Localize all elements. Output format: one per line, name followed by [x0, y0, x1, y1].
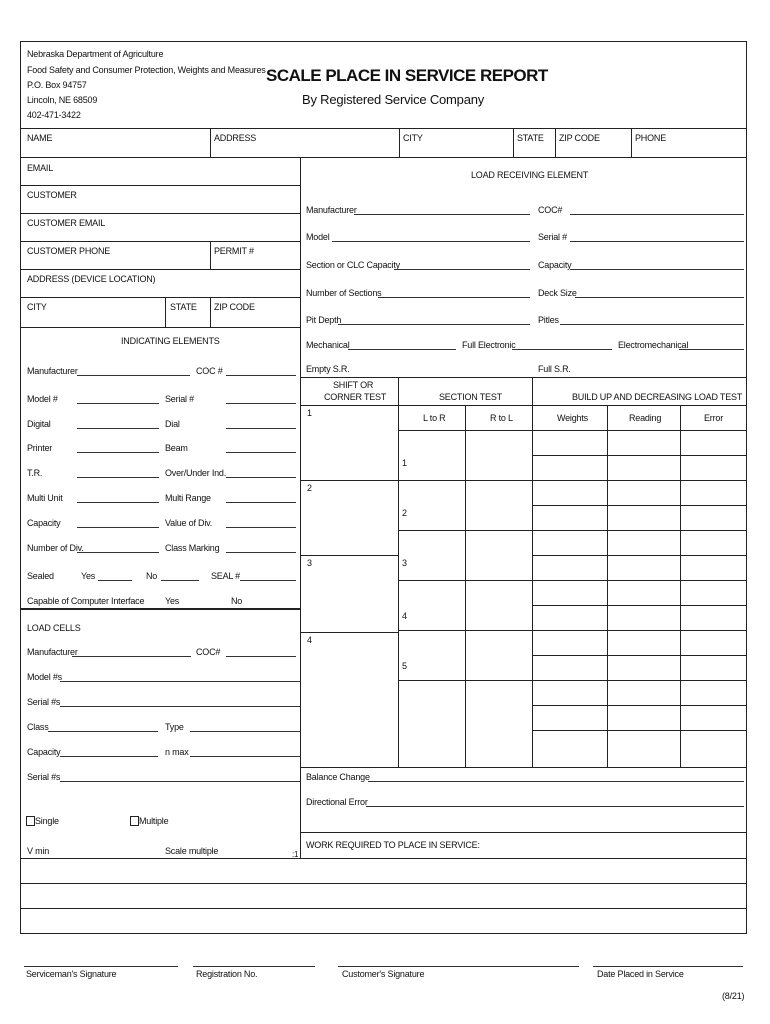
ind-capacity-input[interactable] — [77, 527, 159, 528]
error-heading: Error — [704, 413, 723, 423]
lre-serial-input[interactable] — [570, 241, 744, 242]
vmin-label: V min — [27, 846, 50, 856]
lre-electromechanical-label: Electromechanical — [618, 340, 689, 350]
email-field[interactable]: EMAIL — [27, 163, 54, 173]
ind-manufacturer-label: Manufacturer — [27, 366, 78, 376]
section-row-4: 4 — [402, 611, 407, 621]
lre-pitles-input[interactable] — [560, 324, 744, 325]
work-line-3[interactable] — [20, 908, 746, 909]
ind-sealed-label: Sealed — [27, 571, 54, 581]
ind-beam-input[interactable] — [226, 452, 296, 453]
lre-serial-label: Serial # — [538, 232, 567, 242]
agency-line-5: 402-471-3422 — [27, 110, 81, 120]
customer-field[interactable]: CUSTOMER — [27, 190, 77, 200]
lc-nmax-label: n max — [165, 747, 189, 757]
lc-serials2-input[interactable] — [60, 781, 300, 782]
ind-value-div-label: Value of Div. — [165, 518, 213, 528]
ind-serial-label: Serial # — [165, 394, 194, 404]
shift-row-2: 2 — [307, 483, 312, 493]
ind-model-input[interactable] — [77, 403, 159, 404]
scale-multiple-ratio: :1 — [292, 850, 299, 859]
ind-sealed-no-input[interactable] — [161, 580, 199, 581]
ind-class-marking-label: Class Marking — [165, 543, 220, 553]
lc-serials-input[interactable] — [60, 706, 300, 707]
agency-line-4: Lincoln, NE 68509 — [27, 95, 98, 105]
customer-signature-line[interactable] — [338, 966, 579, 967]
lre-empty-sr-label: Empty S.R. — [306, 364, 350, 374]
date-placed-line[interactable] — [593, 966, 743, 967]
state-field[interactable]: STATE — [517, 133, 544, 143]
lre-num-sections-label: Number of Sections — [306, 288, 382, 298]
ind-dial-input[interactable] — [226, 428, 296, 429]
ind-digital-input[interactable] — [77, 428, 159, 429]
lc-manufacturer-label: Manufacturer — [27, 647, 78, 657]
lre-full-sr-label: Full S.R. — [538, 364, 571, 374]
customer-state-field[interactable]: STATE — [170, 302, 197, 312]
ind-seal-number-input[interactable] — [240, 580, 296, 581]
serviceman-signature-line[interactable] — [24, 966, 178, 967]
lc-class-input[interactable] — [48, 731, 158, 732]
agency-line-3: P.O. Box 94757 — [27, 80, 87, 90]
ind-sealed-yes-label: Yes — [81, 571, 96, 581]
lre-electromechanical-input[interactable] — [679, 349, 744, 350]
rtol-heading: R to L — [490, 413, 513, 423]
directional-error-label: Directional Error — [306, 797, 368, 807]
lc-manufacturer-input[interactable] — [72, 656, 191, 657]
ind-digital-label: Digital — [27, 419, 51, 429]
lre-mechanical-label: Mechanical — [306, 340, 350, 350]
lc-models-label: Model #s — [27, 672, 62, 682]
ind-coc-label: COC # — [196, 366, 223, 376]
section-row-5: 5 — [402, 661, 407, 671]
section-row-1: 1 — [402, 458, 407, 468]
lc-capacity-label: Capacity — [27, 747, 61, 757]
lre-section-clc-label: Section or CLC Capacity — [306, 260, 400, 270]
agency-line-1: Nebraska Department of Agriculture — [27, 49, 164, 59]
corner-test-heading: CORNER TEST — [324, 392, 387, 402]
buildup-test-heading: BUILD UP AND DECREASING LOAD TEST — [572, 392, 743, 402]
phone-field[interactable]: PHONE — [635, 133, 667, 143]
shift-test-heading: SHIFT OR — [333, 380, 374, 390]
lre-num-sections-input[interactable] — [378, 297, 530, 298]
indicating-elements-title: INDICATING ELEMENTS — [121, 336, 220, 346]
lre-deck-size-label: Deck Size — [538, 288, 577, 298]
reading-heading: Reading — [629, 413, 662, 423]
ind-number-div-label: Number of Div. — [27, 543, 84, 553]
city-field[interactable]: CITY — [403, 133, 423, 143]
lc-models-input[interactable] — [60, 681, 300, 682]
balance-change-label: Balance Change — [306, 772, 370, 782]
ind-capable-yes[interactable]: Yes — [165, 596, 180, 606]
lc-class-label: Class — [27, 722, 49, 732]
directional-error-input[interactable] — [366, 806, 744, 807]
section-test-heading: SECTION TEST — [439, 392, 502, 402]
name-field[interactable]: NAME — [27, 133, 53, 143]
customer-phone-field[interactable]: CUSTOMER PHONE — [27, 246, 111, 256]
ind-value-div-input[interactable] — [226, 527, 296, 528]
ind-capacity-label: Capacity — [27, 518, 61, 528]
registration-line[interactable] — [193, 966, 315, 967]
lre-pit-depth-input[interactable] — [338, 324, 530, 325]
permit-field[interactable]: PERMIT # — [214, 246, 254, 256]
lre-model-input[interactable] — [332, 241, 530, 242]
ind-sealed-yes-input[interactable] — [98, 580, 132, 581]
lc-coc-input[interactable] — [226, 656, 296, 657]
ind-number-div-input[interactable] — [77, 552, 159, 553]
ind-serial-input[interactable] — [226, 403, 296, 404]
ind-coc-input[interactable] — [226, 375, 296, 376]
scale-multiple-label: Scale multiple — [165, 846, 219, 856]
shift-row-3: 3 — [307, 558, 312, 568]
work-required-label: WORK REQUIRED TO PLACE IN SERVICE: — [306, 840, 480, 850]
lc-type-label: Type — [165, 722, 184, 732]
lc-capacity-input[interactable] — [60, 756, 158, 757]
lre-section-clc-input[interactable] — [394, 269, 530, 270]
ind-seal-number-label: SEAL # — [211, 571, 240, 581]
device-address-field[interactable]: ADDRESS (DEVICE LOCATION) — [27, 274, 156, 284]
ltor-heading: L to R — [423, 413, 446, 423]
ind-over-under-label: Over/Under Ind. — [165, 468, 227, 478]
lre-pitles-label: Pitles — [538, 315, 559, 325]
lre-manufacturer-input[interactable] — [354, 214, 530, 215]
shift-row-1: 1 — [307, 408, 312, 418]
ind-multi-unit-input[interactable] — [77, 502, 159, 503]
lre-capacity-label: Capacity — [538, 260, 572, 270]
lre-capacity-input[interactable] — [570, 269, 744, 270]
lc-serials2-label: Serial #s — [27, 772, 61, 782]
ind-capable-no[interactable]: No — [231, 596, 243, 606]
lre-coc-label: COC# — [538, 205, 563, 215]
registration-label: Registration No. — [196, 969, 258, 979]
ind-manufacturer-input[interactable] — [77, 375, 190, 376]
work-line-2[interactable] — [20, 883, 746, 884]
lc-nmax-input[interactable] — [190, 756, 300, 757]
ind-sealed-no-label: No — [146, 571, 158, 581]
lre-pit-depth-label: Pit Depth — [306, 315, 342, 325]
load-cells-title: LOAD CELLS — [27, 623, 81, 633]
agency-line-2: Food Safety and Consumer Protection, Weights and Measures — [27, 65, 266, 75]
ind-multi-unit-label: Multi Unit — [27, 493, 63, 503]
ind-multi-range-label: Multi Range — [165, 493, 211, 503]
lc-coc-label: COC# — [196, 647, 221, 657]
ind-dial-label: Dial — [165, 419, 180, 429]
lc-type-input[interactable] — [190, 731, 300, 732]
lre-mechanical-input[interactable] — [348, 349, 456, 350]
zip-field[interactable]: ZIP CODE — [559, 133, 600, 143]
address-field[interactable]: ADDRESS — [214, 133, 257, 143]
serviceman-signature-label: Serviceman's Signature — [26, 969, 117, 979]
ind-printer-label: Printer — [27, 443, 53, 453]
lre-model-label: Model — [306, 232, 330, 242]
customer-signature-label: Customer's Signature — [342, 969, 425, 979]
lre-manufacturer-label: Manufacturer — [306, 205, 357, 215]
single-label: Single — [35, 816, 59, 826]
lre-full-electronic-input[interactable] — [512, 349, 612, 350]
weights-heading: Weights — [557, 413, 588, 423]
customer-zip-field[interactable]: ZIP CODE — [214, 302, 255, 312]
single-checkbox[interactable] — [26, 816, 35, 826]
section-row-2: 2 — [402, 508, 407, 518]
lre-coc-input[interactable] — [570, 214, 744, 215]
section-row-3: 3 — [402, 558, 407, 568]
customer-city-field[interactable]: CITY — [27, 302, 47, 312]
lre-deck-size-input[interactable] — [575, 297, 744, 298]
multiple-label: Multiple — [139, 816, 169, 826]
ind-model-label: Model # — [27, 394, 58, 404]
form-frame — [20, 41, 747, 934]
customer-email-field[interactable]: CUSTOMER EMAIL — [27, 218, 106, 228]
ind-printer-input[interactable] — [77, 452, 159, 453]
date-placed-label: Date Placed in Service — [597, 969, 684, 979]
ind-class-marking-input[interactable] — [226, 552, 296, 553]
shift-row-4: 4 — [307, 635, 312, 645]
ind-multi-range-input[interactable] — [226, 502, 296, 503]
lre-title: LOAD RECEIVING ELEMENT — [471, 170, 589, 180]
multiple-checkbox[interactable] — [130, 816, 139, 826]
ind-tr-label: T.R. — [27, 468, 43, 478]
ind-beam-label: Beam — [165, 443, 188, 453]
ind-over-under-input[interactable] — [226, 477, 296, 478]
lre-full-electronic-label: Full Electronic — [462, 340, 516, 350]
page-subtitle: By Registered Service Company — [302, 92, 485, 107]
revision-label: (8/21) — [722, 991, 745, 1001]
lc-serials-label: Serial #s — [27, 697, 61, 707]
page-title: SCALE PLACE IN SERVICE REPORT — [266, 66, 548, 85]
ind-tr-input[interactable] — [77, 477, 159, 478]
balance-change-input[interactable] — [368, 781, 744, 782]
work-line-1[interactable] — [20, 858, 746, 859]
ind-capable-label: Capable of Computer Interface — [27, 596, 145, 606]
